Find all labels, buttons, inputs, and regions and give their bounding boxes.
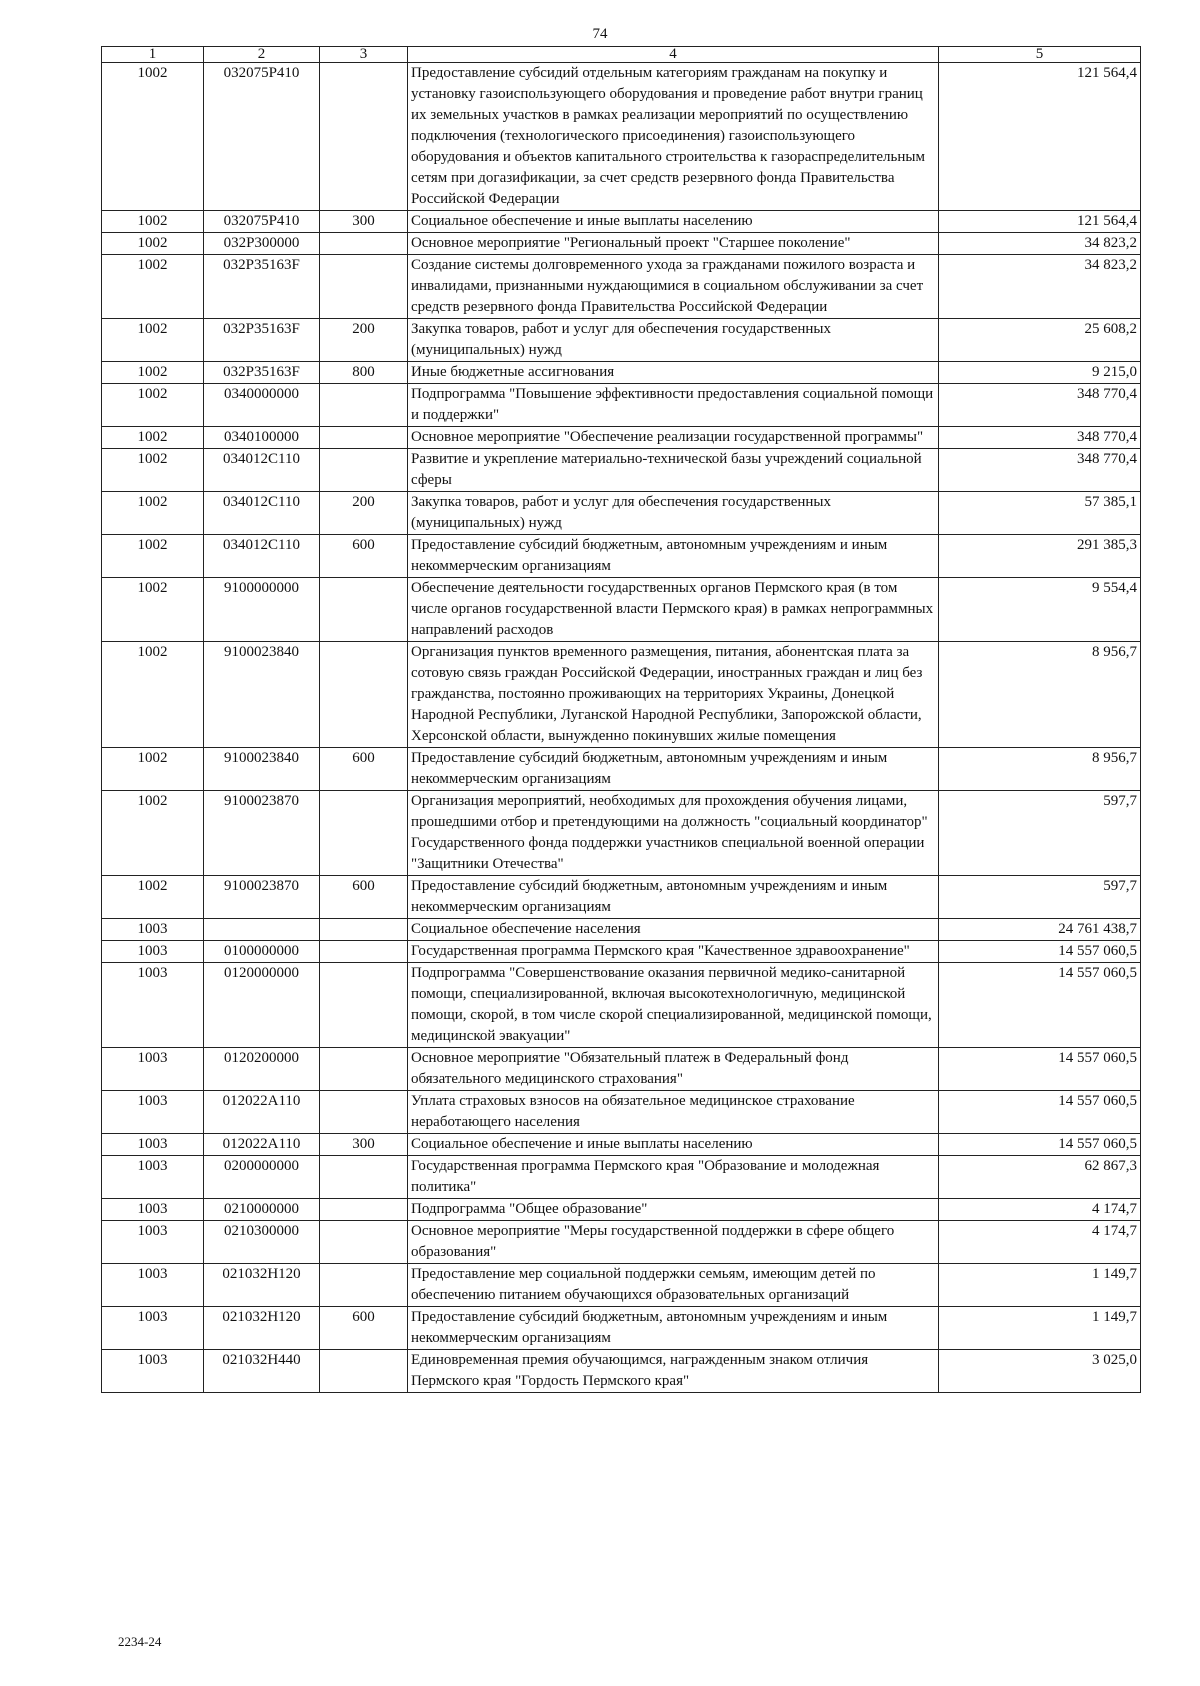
expense-type-cell [320, 1221, 408, 1264]
amount-cell: 14 557 060,5 [939, 963, 1141, 1048]
section-code-cell: 1002 [102, 535, 204, 578]
table-row [102, 1156, 1141, 1199]
table-row [102, 384, 1141, 427]
section-code-cell: 1002 [102, 449, 204, 492]
description-cell: Предоставление субсидий бюджетным, автономным учреждениям и иным некоммерческим организациям [408, 876, 939, 919]
description-cell: Единовременная премия обучающимся, награжденным знаком отличия Пермского края "Гордость Пермского края" [408, 1350, 939, 1393]
target-article-cell: 032P35163F [204, 255, 320, 319]
amount-cell: 4 174,7 [939, 1221, 1141, 1264]
document-code: 2234-24 [118, 1634, 162, 1649]
target-article-cell: 034012C110 [204, 492, 320, 535]
target-article-cell: 021032H440 [204, 1350, 320, 1393]
amount-cell: 34 823,2 [939, 233, 1141, 255]
description-cell: Основное мероприятие "Региональный проект "Старшее поколение" [408, 233, 939, 255]
table-body [102, 63, 1141, 1393]
section-code-cell: 1002 [102, 211, 204, 233]
table-row [102, 1091, 1141, 1134]
table-row [102, 492, 1141, 535]
table-row [102, 578, 1141, 642]
table-row [102, 748, 1141, 791]
description-cell: Иные бюджетные ассигнования [408, 362, 939, 384]
target-article-cell: 012022A110 [204, 1134, 320, 1156]
section-code-cell: 1002 [102, 791, 204, 876]
target-article-cell: 0100000000 [204, 941, 320, 963]
amount-cell: 121 564,4 [939, 63, 1141, 211]
amount-cell: 348 770,4 [939, 427, 1141, 449]
section-code-cell: 1002 [102, 255, 204, 319]
description-cell: Подпрограмма "Повышение эффективности предоставления социальной помощи и поддержки" [408, 384, 939, 427]
target-article-cell: 9100023840 [204, 642, 320, 748]
section-code-cell: 1002 [102, 233, 204, 255]
table-row [102, 535, 1141, 578]
section-code-cell: 1002 [102, 492, 204, 535]
expense-type-cell [320, 1156, 408, 1199]
table-row [102, 211, 1141, 233]
section-code-cell: 1003 [102, 1134, 204, 1156]
target-article-cell: 032075P410 [204, 63, 320, 211]
amount-cell: 8 956,7 [939, 642, 1141, 748]
description-cell: Закупка товаров, работ и услуг для обеспечения государственных (муниципальных) нужд [408, 319, 939, 362]
table-row [102, 941, 1141, 963]
description-cell: Основное мероприятие "Обеспечение реализации государственной программы" [408, 427, 939, 449]
section-code-cell: 1003 [102, 919, 204, 941]
table-row [102, 876, 1141, 919]
description-cell: Уплата страховых взносов на обязательное медицинское страхование неработающего населения [408, 1091, 939, 1134]
table-row [102, 791, 1141, 876]
amount-cell: 8 956,7 [939, 748, 1141, 791]
amount-cell: 62 867,3 [939, 1156, 1141, 1199]
expense-type-cell: 200 [320, 492, 408, 535]
expense-type-cell [320, 1264, 408, 1307]
section-code-cell: 1003 [102, 1091, 204, 1134]
table-row [102, 1221, 1141, 1264]
section-code-cell: 1003 [102, 1156, 204, 1199]
expense-type-cell [320, 449, 408, 492]
table-row [102, 1199, 1141, 1221]
expense-type-cell: 600 [320, 876, 408, 919]
column-header: 1 [102, 47, 204, 63]
amount-cell: 348 770,4 [939, 384, 1141, 427]
amount-cell: 1 149,7 [939, 1307, 1141, 1350]
column-header: 4 [408, 47, 939, 63]
expense-type-cell: 600 [320, 535, 408, 578]
table-row [102, 362, 1141, 384]
target-article-cell: 9100000000 [204, 578, 320, 642]
amount-cell: 597,7 [939, 791, 1141, 876]
expense-type-cell: 600 [320, 1307, 408, 1350]
amount-cell: 14 557 060,5 [939, 1048, 1141, 1091]
expense-type-cell [320, 963, 408, 1048]
description-cell: Государственная программа Пермского края "Качественное здравоохранение" [408, 941, 939, 963]
description-cell: Социальное обеспечение и иные выплаты населению [408, 211, 939, 233]
target-article-cell: 0210000000 [204, 1199, 320, 1221]
section-code-cell: 1002 [102, 427, 204, 449]
amount-cell: 14 557 060,5 [939, 1091, 1141, 1134]
budget-table [101, 46, 1141, 1393]
expense-type-cell [320, 1199, 408, 1221]
description-cell: Государственная программа Пермского края "Образование и молодежная политика" [408, 1156, 939, 1199]
amount-cell: 25 608,2 [939, 319, 1141, 362]
table-row [102, 1134, 1141, 1156]
column-header: 5 [939, 47, 1141, 63]
section-code-cell: 1002 [102, 362, 204, 384]
description-cell: Предоставление субсидий бюджетным, автономным учреждениям и иным некоммерческим организациям [408, 1307, 939, 1350]
expense-type-cell: 300 [320, 1134, 408, 1156]
table-row [102, 963, 1141, 1048]
section-code-cell: 1003 [102, 1264, 204, 1307]
section-code-cell: 1002 [102, 748, 204, 791]
section-code-cell: 1002 [102, 63, 204, 211]
section-code-cell: 1003 [102, 1048, 204, 1091]
amount-cell: 9 554,4 [939, 578, 1141, 642]
description-cell: Предоставление субсидий бюджетным, автономным учреждениям и иным некоммерческим организациям [408, 748, 939, 791]
target-article-cell: 9100023840 [204, 748, 320, 791]
amount-cell: 9 215,0 [939, 362, 1141, 384]
description-cell: Создание системы долговременного ухода за гражданами пожилого возраста и инвалидами, признанными нуждающимися в социальном обслуживании за счет средств резервного фонда Правительства Российской Федерации [408, 255, 939, 319]
expense-type-cell: 300 [320, 211, 408, 233]
amount-cell: 24 761 438,7 [939, 919, 1141, 941]
section-code-cell: 1003 [102, 1199, 204, 1221]
table-row [102, 642, 1141, 748]
target-article-cell: 032075P410 [204, 211, 320, 233]
amount-cell: 14 557 060,5 [939, 1134, 1141, 1156]
expense-type-cell [320, 578, 408, 642]
expense-type-cell [320, 427, 408, 449]
expense-type-cell [320, 1048, 408, 1091]
table-row [102, 1307, 1141, 1350]
column-header: 2 [204, 47, 320, 63]
amount-cell: 3 025,0 [939, 1350, 1141, 1393]
amount-cell: 34 823,2 [939, 255, 1141, 319]
table-header-row [102, 47, 1141, 63]
section-code-cell: 1002 [102, 384, 204, 427]
section-code-cell: 1002 [102, 876, 204, 919]
expense-type-cell: 200 [320, 319, 408, 362]
section-code-cell: 1002 [102, 319, 204, 362]
target-article-cell: 012022A110 [204, 1091, 320, 1134]
amount-cell: 4 174,7 [939, 1199, 1141, 1221]
target-article-cell: 0210300000 [204, 1221, 320, 1264]
expense-type-cell [320, 1350, 408, 1393]
target-article-cell: 9100023870 [204, 791, 320, 876]
table-row [102, 255, 1141, 319]
section-code-cell: 1002 [102, 578, 204, 642]
amount-cell: 1 149,7 [939, 1264, 1141, 1307]
table-row [102, 449, 1141, 492]
description-cell: Основное мероприятие "Меры государственной поддержки в сфере общего образования" [408, 1221, 939, 1264]
amount-cell: 14 557 060,5 [939, 941, 1141, 963]
target-article-cell: 021032H120 [204, 1264, 320, 1307]
description-cell: Предоставление мер социальной поддержки семьям, имеющим детей по обеспечению питанием обучающихся образовательных организаций [408, 1264, 939, 1307]
target-article-cell: 032P35163F [204, 319, 320, 362]
target-article-cell: 0340100000 [204, 427, 320, 449]
target-article-cell: 021032H120 [204, 1307, 320, 1350]
section-code-cell: 1003 [102, 1350, 204, 1393]
amount-cell: 121 564,4 [939, 211, 1141, 233]
expense-type-cell [320, 255, 408, 319]
description-cell: Развитие и укрепление материально-технической базы учреждений социальной сферы [408, 449, 939, 492]
table-row [102, 1264, 1141, 1307]
section-code-cell: 1003 [102, 1307, 204, 1350]
description-cell: Подпрограмма "Общее образование" [408, 1199, 939, 1221]
target-article-cell: 032P300000 [204, 233, 320, 255]
target-article-cell: 0200000000 [204, 1156, 320, 1199]
description-cell: Социальное обеспечение населения [408, 919, 939, 941]
expense-type-cell [320, 63, 408, 211]
table-row [102, 63, 1141, 211]
section-code-cell: 1002 [102, 642, 204, 748]
target-article-cell: 034012C110 [204, 449, 320, 492]
amount-cell: 348 770,4 [939, 449, 1141, 492]
expense-type-cell [320, 642, 408, 748]
amount-cell: 57 385,1 [939, 492, 1141, 535]
table-row [102, 427, 1141, 449]
expense-type-cell [320, 1091, 408, 1134]
description-cell: Социальное обеспечение и иные выплаты населению [408, 1134, 939, 1156]
table-row [102, 1048, 1141, 1091]
description-cell: Организация мероприятий, необходимых для прохождения обучения лицами, прошедшими отбор и претендующими на должность "социальный координатор" Государственного фонда поддержки участников специальной военной операции "Защитники Отечества" [408, 791, 939, 876]
description-cell: Предоставление субсидий отдельным категориям гражданам на покупку и установку газоиспользующего оборудования и проведение работ внутри границ их земельных участков в рамках реализации мероприятий по осуществлению подключения (технологического присоединения) газоиспользующего оборудования и объектов капитального строительства к газораспределительным сетям при догазификации, за счет средств резервного фонда Правительства Российской Федерации [408, 63, 939, 211]
section-code-cell: 1003 [102, 963, 204, 1048]
expense-type-cell: 600 [320, 748, 408, 791]
target-article-cell: 0120000000 [204, 963, 320, 1048]
table-row [102, 319, 1141, 362]
expense-type-cell [320, 233, 408, 255]
expense-type-cell [320, 791, 408, 876]
target-article-cell: 032P35163F [204, 362, 320, 384]
target-article-cell [204, 919, 320, 941]
column-header: 3 [320, 47, 408, 63]
expense-type-cell [320, 384, 408, 427]
amount-cell: 597,7 [939, 876, 1141, 919]
description-cell: Предоставление субсидий бюджетным, автономным учреждениям и иным некоммерческим организациям [408, 535, 939, 578]
target-article-cell: 0120200000 [204, 1048, 320, 1091]
target-article-cell: 9100023870 [204, 876, 320, 919]
amount-cell: 291 385,3 [939, 535, 1141, 578]
page-number: 74 [592, 26, 608, 42]
table-row [102, 1350, 1141, 1393]
expense-type-cell [320, 919, 408, 941]
description-cell: Обеспечение деятельности государственных органов Пермского края (в том числе органов государственной власти Пермского края) в рамках непрограммных направлений расходов [408, 578, 939, 642]
table-row [102, 233, 1141, 255]
expense-type-cell: 800 [320, 362, 408, 384]
expense-type-cell [320, 941, 408, 963]
description-cell: Основное мероприятие "Обязательный платеж в Федеральный фонд обязательного медицинского страхования" [408, 1048, 939, 1091]
section-code-cell: 1003 [102, 1221, 204, 1264]
description-cell: Организация пунктов временного размещения, питания, абонентская плата за сотовую связь граждан Российской Федерации, иностранных граждан и лиц без гражданства, постоянно проживающих на территориях Украины, Донецкой Народной Республики, Луганской Народной Республики, Запорожской области, Херсонской области, вынужденно покинувших жилые помещения [408, 642, 939, 748]
description-cell: Закупка товаров, работ и услуг для обеспечения государственных (муниципальных) нужд [408, 492, 939, 535]
target-article-cell: 0340000000 [204, 384, 320, 427]
description-cell: Подпрограмма "Совершенствование оказания первичной медико-санитарной помощи, специализированной, включая высокотехнологичную, медицинской помощи, скорой, в том числе скорой специализированной, медицинской помощи, медицинской эвакуации" [408, 963, 939, 1048]
section-code-cell: 1003 [102, 941, 204, 963]
table-row [102, 919, 1141, 941]
target-article-cell: 034012C110 [204, 535, 320, 578]
